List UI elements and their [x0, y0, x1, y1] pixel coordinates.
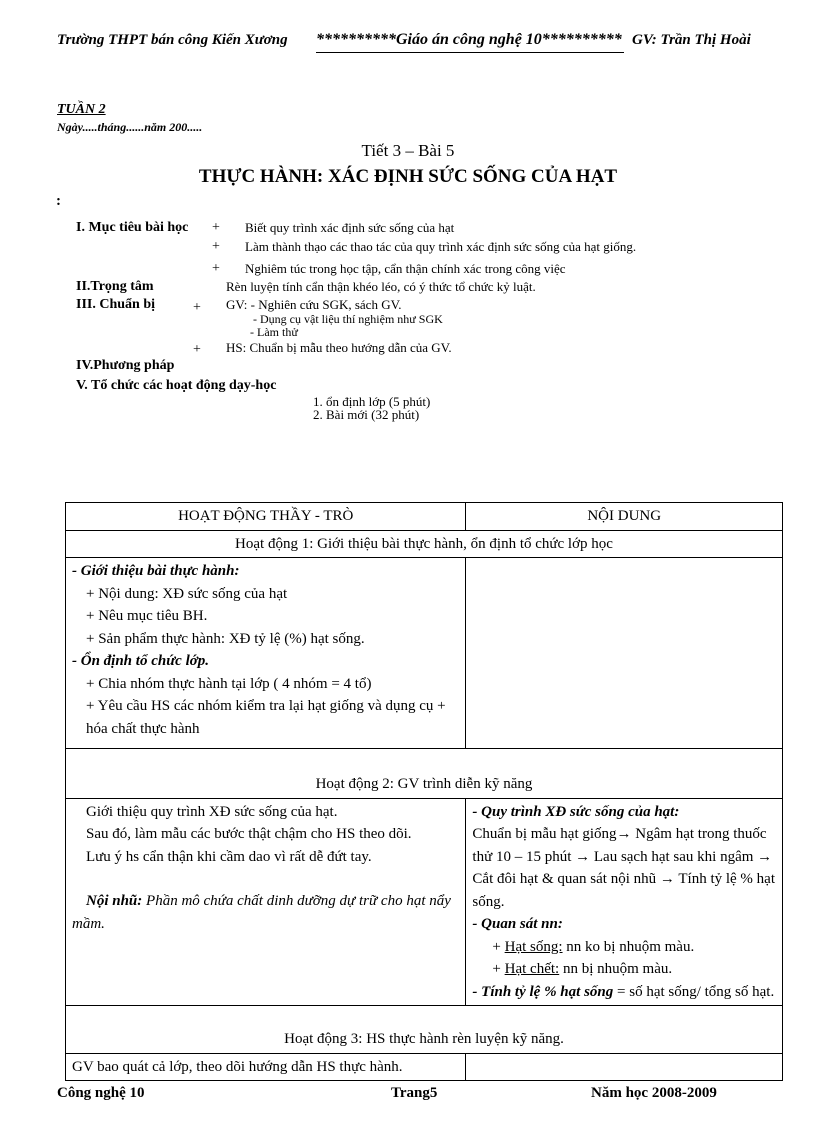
list-item: + Hạt sống: nn ko bị nhuộm màu.	[492, 938, 695, 955]
objective-item: Nghiêm túc trong học tập, cẩn thận chính xác trong công việc	[245, 261, 566, 276]
objective-item: Làm thành thạo các thao tác của quy trình xác định sức sống của hạt giống.	[245, 239, 637, 254]
table-row	[66, 558, 783, 749]
plus-mark: +	[212, 220, 220, 235]
focus-text: Rèn luyện tính cẩn thận khéo léo, có ý thức tổ chức kỷ luật.	[226, 279, 536, 294]
plus-mark: +	[193, 342, 201, 357]
list-item: Giới thiệu quy trình XĐ sức sống của hạt.	[86, 803, 338, 820]
teacher-name: GV: Trần Thị Hoài	[632, 32, 751, 48]
table-row	[66, 1053, 783, 1081]
activity-title-row	[66, 749, 783, 799]
organize-heading: - Ổn định tổ chức lớp.	[72, 653, 210, 669]
table-header-row	[66, 503, 783, 531]
column-header-activities: HOẠT ĐỘNG THẦY - TRÒ	[66, 503, 466, 531]
week-label: TUẦN 2	[57, 102, 106, 117]
activity-1-content-cell	[466, 558, 783, 749]
list-item: + Hạt chết: nn bị nhuộm màu.	[492, 961, 673, 977]
organization-step: 2. Bài mới (32 phút)	[313, 407, 420, 422]
list-item: Sau đó, làm mẫu các bước thật chậm cho HS theo dõi.	[86, 826, 412, 842]
activity-2-content-cell	[466, 798, 783, 1006]
footer-subject: Công nghệ 10	[57, 1085, 145, 1101]
footer-year: Năm học 2008-2009	[591, 1085, 717, 1101]
objectives-label: I. Mục tiêu bài học	[76, 220, 189, 235]
colon-mark: :	[56, 193, 61, 209]
lesson-activities-table	[65, 502, 783, 1081]
prep-teacher: GV: - Nghiên cứu SGK, sách GV.	[226, 297, 402, 312]
procedure-heading: - Quy trình XĐ sức sống của hạt:	[472, 803, 680, 820]
header-underline	[316, 52, 624, 53]
lesson-number: Tiết 3 – Bài 5	[361, 141, 455, 160]
procedure-text: Chuẩn bị mẫu hạt giống→ Ngâm hạt trong thuốc thử 10 – 15 phút → Lau sạch hạt sau khi ngâm → Cắt đôi hạt & quan sát nội nhũ → Tính tỷ lệ % hạt sống.	[472, 826, 776, 910]
document-title: **********Giáo án công nghệ 10**********	[316, 31, 622, 48]
prep-students: HS: Chuẩn bị mẫu theo hướng dẫn của GV.	[226, 340, 452, 355]
list-item: + Chia nhóm thực hành tại lớp ( 4 nhóm = 4 tổ)	[86, 675, 372, 692]
plus-mark: +	[212, 239, 220, 254]
lesson-title: THỰC HÀNH: XÁC ĐỊNH SỨC SỐNG CỦA HẠT	[198, 166, 618, 187]
plus-mark: +	[212, 261, 220, 276]
activity-1-cell	[66, 558, 466, 749]
list-item: + Nêu mục tiêu BH.	[86, 608, 208, 624]
prep-teacher-tools: - Dụng cụ vật liệu thí nghiệm như SGK	[253, 312, 443, 326]
activity-3-cell: GV bao quát cả lớp, theo dõi hướng dẫn HS thực hành.	[66, 1053, 466, 1081]
date-line: Ngày.....tháng......năm 200.....	[57, 120, 203, 134]
school-name: Trường THPT bán công Kiến Xương	[57, 32, 288, 48]
plus-mark: +	[193, 300, 201, 315]
column-header-content: NỘI DUNG	[466, 503, 783, 531]
activity-1-title: Hoạt động 1: Giới thiệu bài thực hành, ổn định tổ chức lớp học	[66, 530, 783, 558]
preparation-label: III. Chuẩn bị	[76, 297, 155, 312]
footer-page: Trang5	[391, 1085, 438, 1101]
activity-title-row	[66, 1006, 783, 1054]
method-label: IV.Phương pháp	[76, 358, 175, 373]
activity-title-row	[66, 530, 783, 558]
organization-step: 1. ổn định lớp (5 phút)	[313, 394, 431, 409]
objective-item: Biết quy trình xác định sức sống của hạt	[245, 220, 455, 235]
table-row	[66, 798, 783, 1006]
focus-label: II.Trọng tâm	[76, 279, 154, 294]
activity-3-title: Hoạt động 3: HS thực hành rèn luyện kỹ năng.	[66, 1006, 783, 1054]
intro-heading: - Giới thiệu bài thực hành:	[72, 563, 240, 579]
rate-formula: - Tính tỷ lệ % hạt sống = số hạt sống/ tổng số hạt.	[472, 983, 775, 1000]
organization-label: V. Tổ chức các hoạt động dạy-học	[76, 378, 277, 393]
activity-3-content-cell	[466, 1053, 783, 1081]
list-item: + Nội dung: XĐ sức sống của hạt	[86, 585, 288, 602]
observation-heading: - Quan sát nn:	[472, 916, 563, 932]
list-item: Lưu ý hs cẩn thận khi cầm dao vì rất dễ đứt tay.	[86, 848, 372, 865]
activity-2-cell	[66, 798, 466, 1006]
activity-2-title: Hoạt động 2: GV trình diễn kỹ năng	[66, 749, 783, 799]
note-text: Nội nhũ: Phần mô chứa chất dinh dưỡng dự trữ cho hạt nẩy mầm.	[72, 893, 451, 932]
prep-teacher-trial: - Làm thử	[250, 325, 298, 339]
list-item: + Sản phẩm thực hành: XĐ tỷ lệ (%) hạt sống.	[86, 630, 365, 647]
list-item: + Yêu cầu HS các nhóm kiểm tra lại hạt giống và dụng cụ + hóa chất thực hành	[86, 698, 446, 737]
